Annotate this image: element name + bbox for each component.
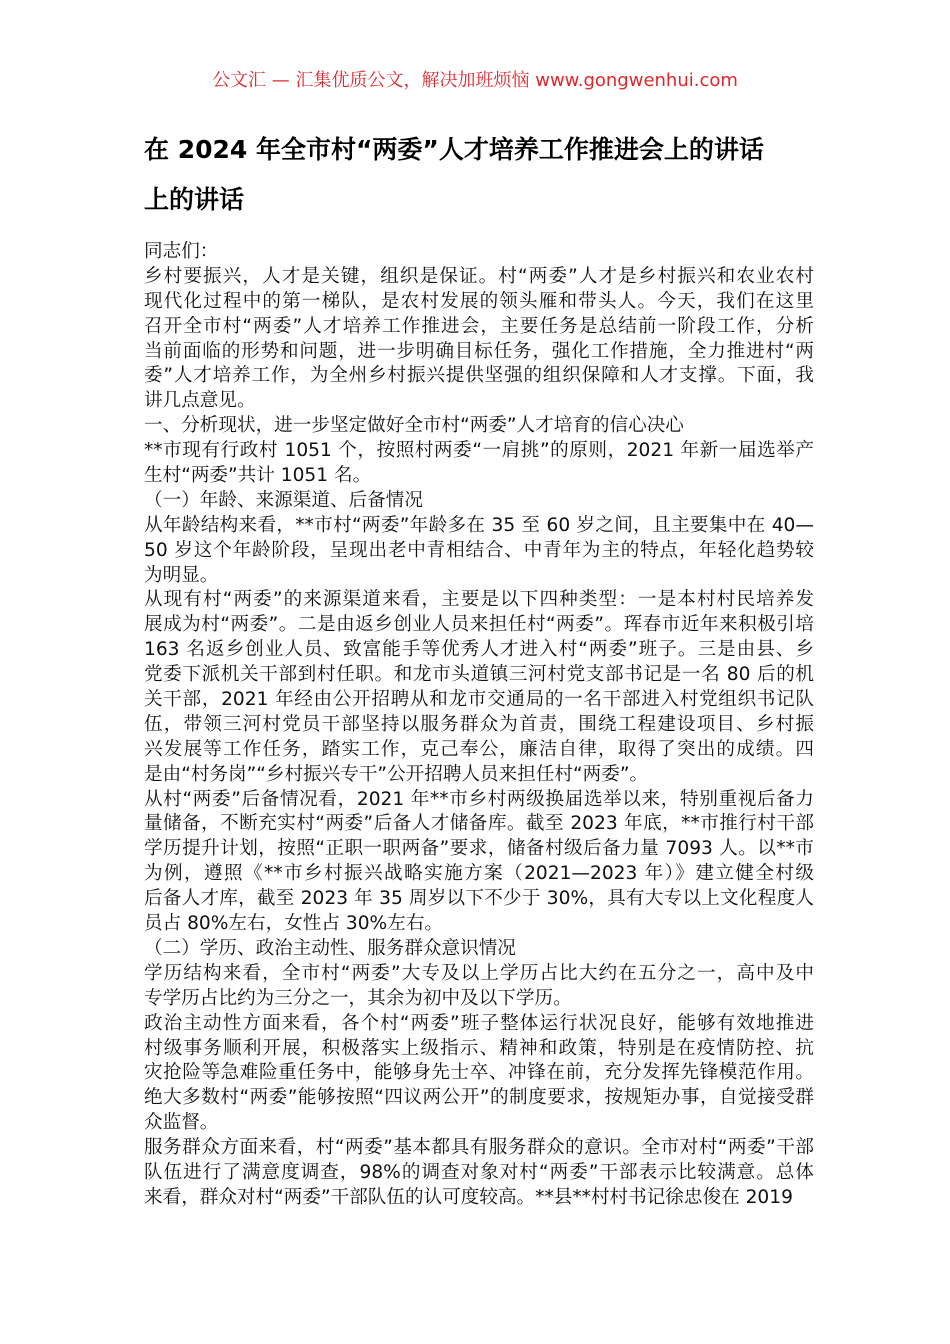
text-line: 从现有村“两委”的来源渠道来看，主要是以下四种类型：一是本村村民培养发: [144, 589, 814, 611]
text-line: 灾抢险等急难险重任务中，能够身先士卒、冲锋在前，充分发挥先锋模范作用。: [144, 1062, 814, 1084]
text-line: 展成为村“两委”。二是由返乡创业人员来担任村“两委”。珲春市近年来积极引培: [144, 614, 814, 636]
text-line: 伍，带领三河村党员干部坚持以服务群众为首责，围绕工程建设项目、乡村振: [144, 713, 814, 735]
text-line: 50 岁这个年龄阶段，呈现出老中青相结合、中青年为主的特点，年轻化趋势较: [144, 539, 814, 561]
paragraph: [144, 489, 814, 514]
text-line: 163 名返乡创业人员、致富能手等优秀人才进入村“两委”班子。三是由县、乡: [144, 639, 814, 661]
text-line: 一、分析现状，进一步坚定做好全市村“两委”人才培育的信心决心: [144, 415, 684, 437]
text-line: 关干部，2021 年经由公开招聘从和龙市交通局的一名干部进入村党组织书记队: [144, 689, 814, 711]
title-line-2: 上的讲话: [144, 185, 245, 214]
text-line: 为例，遵照《**市乡村振兴战略实施方案（2021—2023 年）》建立健全村级: [144, 863, 814, 885]
text-line: 后备人才库，截至 2023 年 35 周岁以下不少于 30%，具有大专以上文化程度人: [144, 888, 814, 910]
text-line: 兴发展等工作任务，踏实工作，克己奉公，廉洁自律，取得了突出的成绩。四: [144, 738, 814, 760]
paragraph: [144, 588, 814, 787]
text-line: 同志们：: [144, 241, 219, 262]
text-line: 队伍进行了满意度调查，98%的调查对象对村“两委”干部表示比较满意。总体: [144, 1161, 814, 1183]
text-line: 乡村要振兴，人才是关键，组织是保证。村“两委”人才是乡村振兴和农业农村: [144, 265, 814, 287]
text-line: 党委下派机关干部到村任职。和龙市头道镇三河村党支部书记是一名 80 后的机: [144, 664, 814, 686]
text-line: 讲几点意见。: [144, 390, 256, 412]
site-banner: 公文汇 — 汇集优质公文，解决加班烦恼 www.gongwenhui.com: [212, 70, 738, 91]
paragraph: [144, 414, 814, 439]
text-line: 学历提升计划，按照“正职一职两备”要求，储备村级后备力量 7093 人。以**市: [144, 838, 814, 860]
text-line: 政治主动性方面来看，各个村“两委”班子整体运行状况良好，能够有效地推进: [144, 1012, 814, 1034]
text-line: 从村“两委”后备情况看，2021 年**市乡村两级换届选举以来，特别重视后备力: [144, 788, 814, 810]
paragraph: [144, 1012, 814, 1136]
text-line: 现代化过程中的第一梯队，是农村发展的领头雁和带头人。今天，我们在这里: [144, 290, 814, 312]
text-line: （二）学历、政治主动性、服务群众意识情况: [144, 937, 516, 959]
paragraph: [144, 937, 814, 962]
paragraph: [144, 962, 814, 1012]
document-title: [144, 125, 824, 225]
text-line: 委”人才培养工作，为全州乡村振兴提供坚强的组织保障和人才支撑。下面，我: [144, 365, 814, 387]
text-line: 来看，群众对村“两委”干部队伍的认可度较高。**县**村村书记徐忠俊在 2019: [144, 1186, 793, 1208]
text-line: 员占 80%左右，女性占 30%左右。: [144, 913, 444, 935]
text-line: 学历结构来看，全市村“两委”大专及以上学历占比大约在五分之一，高中及中: [144, 962, 814, 984]
text-line: 从年龄结构来看，**市村“两委”年龄多在 35 至 60 岁之间，且主要集中在 40—: [144, 514, 814, 536]
text-line: 召开全市村“两委”人才培养工作推进会，主要任务是总结前一阶段工作，分析: [144, 315, 814, 337]
text-line: 量储备，不断充实村“两委”后备人才储备库。截至 2023 年底，**市推行村干部: [144, 813, 814, 835]
title-line-1: 在 2024 年全市村“两委”人才培养工作推进会上的讲话: [144, 135, 764, 164]
text-line: 绝大多数村“两委”能够按照“四议两公开”的制度要求，按规矩办事，自觉接受群: [144, 1087, 814, 1109]
paragraph: [144, 1136, 814, 1211]
text-line: 为明显。: [144, 564, 219, 586]
text-line: （一）年龄、来源渠道、后备情况: [144, 489, 423, 511]
paragraph: [144, 240, 814, 265]
text-line: 是由“村务岗”“乡村振兴专干”公开招聘人员来担任村“两委”。: [144, 763, 649, 785]
paragraph: [144, 265, 814, 414]
text-line: 众监督。: [144, 1112, 219, 1134]
text-line: 村级事务顺利开展，积极落实上级指示、精神和政策，特别是在疫情防控、抗: [144, 1037, 814, 1059]
document-body: [144, 240, 814, 1211]
text-line: 服务群众方面来看，村“两委”基本都具有服务群众的意识。全市对村“两委”干部: [144, 1137, 814, 1159]
text-line: 专学历占比约为三分之一，其余为初中及以下学历。: [144, 987, 572, 1009]
text-line: 生村“两委”共计 1051 名。: [144, 465, 372, 487]
paragraph: [144, 439, 814, 489]
paragraph: [144, 788, 814, 937]
text-line: **市现有行政村 1051 个，按照村两委“一肩挑”的原则，2021 年新一届选举产: [144, 440, 814, 462]
paragraph: [144, 514, 814, 589]
text-line: 当前面临的形势和问题，进一步明确目标任务，强化工作措施，全力推进村“两: [144, 340, 814, 362]
